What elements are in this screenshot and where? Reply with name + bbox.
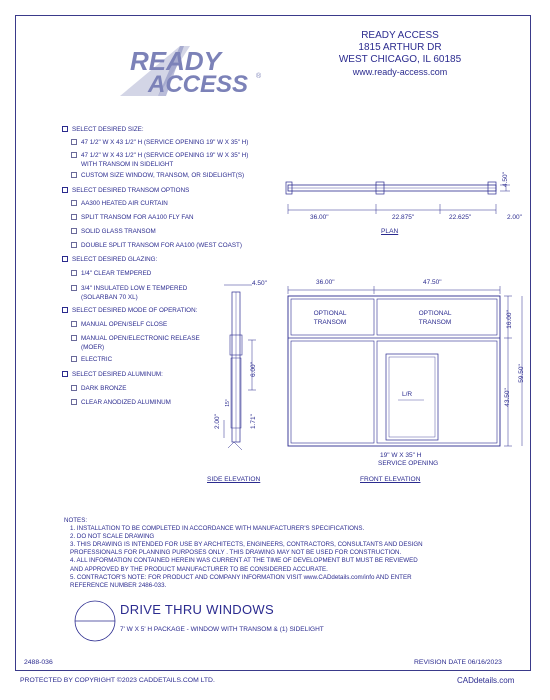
operation-option[interactable]: MANUAL OPEN/ELECTRONIC RELEASE	[71, 335, 200, 343]
side-dim-top: 4.50"	[252, 280, 267, 287]
aluminum-option[interactable]: CLEAR ANODIZED ALUMINUM	[71, 399, 171, 407]
front-dim-total: 59.50"	[517, 364, 525, 383]
logo-text-top: READY	[130, 46, 222, 76]
checkbox-checked-icon[interactable]	[62, 307, 68, 313]
front-elevation-drawing	[282, 278, 532, 458]
transom-option[interactable]: DOUBLE SPLIT TRANSOM FOR AA100 (WEST COAST)	[71, 242, 242, 250]
aluminum-option[interactable]: DARK BRONZE	[71, 385, 126, 393]
transom-heading[interactable]: SELECT DESIRED TRANSOM OPTIONS	[62, 187, 189, 195]
checkbox-checked-icon[interactable]	[62, 187, 68, 193]
title-circle-icon	[72, 598, 118, 644]
logo-registered-mark: ®	[256, 73, 262, 80]
note-line: 1. INSTALLATION TO BE COMPLETED IN ACCORDANCE WITH MANUFACTURER'S SPECIFICATIONS.	[70, 525, 365, 533]
side-dim-angle: 15°	[224, 399, 231, 407]
glazing-option-continued: (SOLARBAN 70 XL)	[81, 294, 138, 301]
plan-dim-d: 2.00"	[507, 214, 522, 221]
plan-depth-dim: 4.50"	[501, 172, 509, 187]
notes-block	[64, 517, 450, 590]
checkbox-icon[interactable]	[71, 356, 77, 362]
checkbox-icon[interactable]	[71, 385, 77, 391]
checkbox-icon[interactable]	[71, 285, 77, 291]
plan-view-drawing	[280, 168, 530, 238]
notes-heading: NOTES:	[64, 517, 88, 524]
size-heading[interactable]: SELECT DESIRED SIZE:	[62, 126, 144, 134]
checkbox-checked-icon[interactable]	[62, 371, 68, 377]
logo-text-bottom: ACCESS	[148, 71, 249, 98]
checkbox-icon[interactable]	[71, 200, 77, 206]
size-option[interactable]: 47 1/2" W X 43 1/2" H (SERVICE OPENING 19" W X 35" H)	[71, 139, 248, 147]
address-street: 1815 ARTHUR DR	[358, 42, 442, 53]
side-dim-low2: 1.71"	[249, 414, 257, 429]
checkbox-checked-icon[interactable]	[62, 126, 68, 132]
transom-option[interactable]: AA300 HEATED AIR CURTAIN	[71, 200, 168, 208]
front-dim-window: 43.50"	[503, 388, 511, 407]
checkbox-icon[interactable]	[71, 228, 77, 234]
company-address-block	[300, 30, 500, 78]
size-option-continued: WITH TRANSOM IN SIDELIGHT	[81, 161, 174, 168]
checkbox-checked-icon[interactable]	[62, 256, 68, 262]
checkbox-icon[interactable]	[71, 139, 77, 145]
drawing-subtitle: 7' W X 5' H PACKAGE - WINDOW WITH TRANSOM & (1) SIDELIGHT	[120, 626, 324, 633]
note-line: 2. DO NOT SCALE DRAWING	[70, 533, 155, 541]
front-dim-left: 36.00"	[316, 279, 335, 286]
note-line: PROFESSIONALS FOR PLANNING PURPOSES ONLY . THIS DRAWING MAY NOT BE USED FOR CONSTRUCTION.	[70, 549, 402, 557]
glazing-option[interactable]: 3/4" INSULATED LOW E TEMPERED	[71, 285, 187, 293]
checkbox-icon[interactable]	[71, 242, 77, 248]
transom-option[interactable]: SPLIT TRANSOM FOR AA100 FLY FAN	[71, 214, 194, 222]
service-opening-label: SERVICE OPENING	[378, 460, 439, 467]
operation-option-continued: (MOER)	[81, 344, 105, 351]
front-dim-right: 47.50"	[423, 279, 442, 286]
checkbox-icon[interactable]	[71, 335, 77, 341]
reference-number: 2488-036	[24, 659, 53, 666]
plan-caption: PLAN	[381, 228, 399, 235]
side-elevation-caption: SIDE ELEVATION	[207, 476, 261, 483]
front-dim-transom: 16.00"	[505, 310, 513, 329]
checkbox-icon[interactable]	[71, 270, 77, 276]
checkbox-icon[interactable]	[71, 172, 77, 178]
checkbox-icon[interactable]	[71, 399, 77, 405]
note-line: AND APPROVED BY THE PRODUCT MANUFACTURER TO BE CONSIDERED ACCURATE.	[70, 565, 328, 573]
operation-option[interactable]: ELECTRIC	[71, 356, 112, 364]
company-website[interactable]: www.ready-access.com	[352, 67, 448, 77]
transom-left-label: OPTIONAL TRANSOM	[313, 310, 347, 326]
transom-right-label: OPTIONAL TRANSOM	[418, 310, 452, 326]
ready-access-logo	[118, 42, 268, 100]
plan-dim-a: 36.00"	[310, 214, 329, 221]
glazing-heading[interactable]: SELECT DESIRED GLAZING:	[62, 256, 157, 264]
side-dim-mid: 6.00"	[249, 362, 257, 377]
front-elevation-caption: FRONT ELEVATION	[360, 476, 421, 483]
checkbox-icon[interactable]	[71, 152, 77, 158]
address-city: WEST CHICAGO, IL 60185	[338, 54, 462, 65]
operation-heading[interactable]: SELECT DESIRED MODE OF OPERATION:	[62, 307, 197, 315]
plan-dim-b: 22.875"	[392, 214, 415, 221]
note-line: REFERENCE NUMBER 2486-033.	[70, 581, 167, 589]
note-line: 4. ALL INFORMATION CONTAINED HEREIN WAS CURRENT AT THE TIME OF DEVELOPMENT BUT MUST BE REVIEWED	[70, 557, 418, 565]
plan-dim-c: 22.625"	[449, 214, 472, 221]
side-elevation-drawing	[212, 280, 272, 475]
size-option[interactable]: 47 1/2" W X 43 1/2" H (SERVICE OPENING 19" W X 35" H)	[71, 152, 248, 160]
note-line: 5. CONTRACTOR'S NOTE: FOR PRODUCT AND COMPANY INFORMATION VISIT www.CADdetails.com/info AND ENTER	[70, 573, 412, 581]
note-line: 3. THIS DRAWING IS INTENDED FOR USE BY ARCHITECTS, ENGINEERS, CONTRACTORS, CONSULTANTS AND DESIGN	[70, 541, 423, 549]
company-name: READY ACCESS	[361, 30, 439, 41]
checkbox-icon[interactable]	[71, 214, 77, 220]
checkbox-icon[interactable]	[71, 321, 77, 327]
size-option[interactable]: CUSTOM SIZE WINDOW, TRANSOM, OR SIDELIGHT(S)	[71, 172, 244, 180]
glazing-option[interactable]: 1/4" CLEAR TEMPERED	[71, 270, 151, 278]
cadgetails-brand[interactable]: CADdetails.com	[457, 676, 515, 685]
side-dim-low: 2.00"	[213, 414, 221, 429]
lr-label: L/R	[402, 391, 413, 398]
copyright-notice: PROTECTED BY COPYRIGHT ©2023 CADDETAILS.COM LTD.	[20, 677, 215, 684]
revision-date: REVISION DATE 06/16/2023	[414, 659, 502, 666]
drawing-title: DRIVE THRU WINDOWS	[120, 602, 274, 617]
operation-option[interactable]: MANUAL OPEN/SELF CLOSE	[71, 321, 167, 329]
aluminum-heading[interactable]: SELECT DESIRED ALUMINUM:	[62, 371, 163, 379]
service-opening-size: 19" W X 35" H	[380, 452, 422, 459]
transom-option[interactable]: SOLID GLASS TRANSOM	[71, 228, 156, 236]
